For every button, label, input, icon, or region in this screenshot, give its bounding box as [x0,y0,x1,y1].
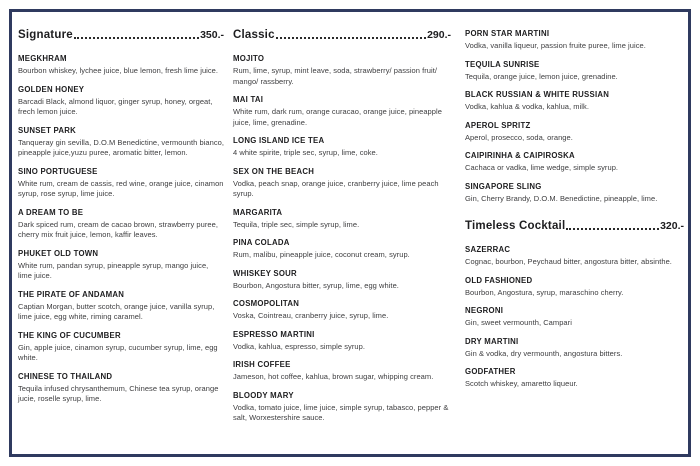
section-header [233,29,451,41]
dot-leader [74,37,199,39]
menu-item-name: MARGARITA [233,207,283,217]
dot-leader [276,37,426,39]
menu-item-name: SEX ON THE BEACH [233,166,315,176]
menu-item [233,238,451,261]
menu-item [18,126,224,159]
section-title: Signature [18,29,73,41]
menu-item-description: Tanqueray gin sevilla, D.O.M Benedictine, vermounth bianco, pineapple juice,yuzu puree, aromatic bitter, lemon. [18,137,224,157]
dot-leader [566,228,659,230]
menu-column-classic [233,29,451,432]
menu-item-name: GODFATHER [465,367,516,376]
menu-item-description: Vodka, kahlua, espresso, simple syrup. [233,341,365,351]
menu-item-name: PHUKET OLD TOWN [18,248,99,258]
menu-item [18,208,224,241]
menu-item [465,151,684,174]
menu-item [465,182,684,205]
menu-item-description: Jameson, hot coffee, kahlua, brown sugar, whipping cream. [233,372,434,381]
menu-item [465,306,684,329]
menu-item-description: Vodka, peach snap, orange juice, cranberry juice, lime peach syrup. [233,178,439,198]
menu-border [9,9,691,457]
menu-item-name: TEQUILA SUNRISE [465,59,540,69]
menu-item-description: Vodka, kahlua & vodka, kahlua, milk. [465,102,589,111]
menu-item [465,29,684,52]
menu-item [18,331,224,364]
menu-item-description: Vodka, tomato juice, lime juice, simple syrup, tabasco, pepper & salt, Worxestershire sauce. [233,402,449,422]
menu-item-description: 4 white spirite, triple sec, syrup, lime, coke. [233,148,378,157]
menu-section [465,220,684,390]
menu-item-description: Gin, apple juice, cinamon syrup, cucumber syrup, lime, egg white. [18,342,218,362]
section-price: 290.- [427,29,451,41]
menu-column-timeless [465,29,684,432]
menu-item-description: Barcadi Black, almond liquor, ginger syrup, honey, orgeat, frech lemon juice. [18,96,213,116]
menu-item-name: APEROL SPRITZ [465,120,531,130]
menu-item [18,372,224,405]
menu-item-name: PORN STAR MARTINI [465,29,550,38]
menu-item [18,167,224,200]
menu-item [465,276,684,299]
menu-item [465,90,684,113]
section-title: Classic [233,29,275,41]
menu-item-name: PINA COLADA [233,238,290,247]
menu-item [233,136,451,159]
menu-item [465,337,684,360]
menu-item [465,367,684,390]
menu-item-description: Gin, sweet vermounth, Campari [465,318,572,327]
menu-item-description: Cachaca or vadka, lime wedge, simple syrup. [465,163,619,172]
menu-item-name: MAI TAI [233,95,264,104]
menu-item [465,121,684,144]
menu-item-description: Bourbon whiskey, lychee juice, blue lemon, fresh lime juice. [18,66,219,75]
menu-item [233,54,451,87]
menu-item-description: Tequila, orange juice, lemon juice, grenadine. [465,71,618,81]
menu-column-signature [18,29,224,432]
section-items [465,29,684,204]
menu-item-name: BLACK RUSSIAN & WHITE RUSSIAN [465,90,610,99]
menu-item [233,208,451,231]
menu-item-description: White rum, cream de cassis, red wine, orange juice, cinamon syrup, rose syrup, lime juice. [18,178,224,198]
menu-item-description: Bourbon, Angostura bitter, syrup, lime, egg white. [233,280,399,290]
menu-item-name: SUNSET PARK [18,125,77,135]
menu-item-name: BLOODY MARY [233,390,294,400]
menu-item-description: Gin, Cherry Brandy, D.O.M. Benedictine, pineapple, lime. [465,193,658,203]
menu-item-name: LONG ISLAND ICE TEA [233,136,325,145]
menu-item-name: MOJITO [233,54,265,63]
menu-section [465,29,684,204]
section-header [18,29,224,41]
menu-item-name: SAZERRAC [465,245,511,254]
menu-item [18,85,224,118]
menu-item [18,290,224,323]
menu-item-name: SINO PORTUGUESE [18,166,98,176]
menu-item-name: NEGRONI [465,306,504,315]
menu-item [465,60,684,83]
menu-item-description: Captian Morgan, butter scotch, orange juice, vanilla syrup, lime juice, egg white, riming caramel. [18,301,215,321]
menu-item [233,95,451,128]
menu-item-description: Scotch whiskey, amaretto liqueur. [465,379,578,388]
menu-item-description: White rum, pandan syrup, pineapple syrup, mango juice, lime juice. [18,260,209,280]
menu-section [18,29,224,405]
section-title: Timeless Cocktail [465,220,566,232]
menu-item-name: OLD FASHIONED [465,275,533,285]
menu-section [233,29,451,424]
menu-item [233,360,451,383]
menu-item [233,167,451,200]
menu-item-description: White rum, dark rum, orange curacao, orange juice, pineapple juice, lime, grenadine. [233,107,442,127]
menu-item-description: Vodka, vanilla liqueur, passion fruite puree, lime juice. [465,41,646,50]
menu-item [18,54,224,77]
menu-item-name: WHISKEY SOUR [233,268,297,278]
menu-item [233,391,451,424]
menu-columns [12,12,688,432]
menu-item-name: ESPRESSO MARTINI [233,329,315,339]
section-items [18,54,224,405]
menu-item-description: Tequila, triple sec, simple syrup, lime. [233,219,360,229]
menu-item-description: Cognac, bourbon, Peychaud bitter, angostura bitter, absinthe. [465,257,672,266]
menu-item [465,245,684,268]
menu-item-name: CAIPIRINHA & CAIPIROSKA [465,151,575,160]
menu-item-name: GOLDEN HONEY [18,84,85,94]
menu-item-description: Aperol, prosecco, soda, orange. [465,132,573,142]
menu-item [233,269,451,292]
menu-item-name: THE KING OF CUCUMBER [18,330,121,340]
section-header [465,220,684,232]
menu-item-description: Bourbon, Angostura, syrup, maraschino cherry. [465,287,624,297]
menu-item-name: IRISH COFFEE [233,360,291,369]
menu-item-name: DRY MARTINI [465,336,519,346]
menu-item-name: CHINESE TO THAILAND [18,371,113,381]
menu-item-description: Dark spiced rum, cream de cacao brown, strawberry puree, cherry mix fruit juice, lemon, kaffir leaves. [18,219,218,239]
menu-item-name: COSMOPOLITAN [233,299,300,308]
menu-item-description: Rum, lime, syrup, mint leave, soda, strawberry/ passion fruit/ mango/ rassberry. [233,66,438,86]
section-items [233,54,451,424]
menu-item-name: MEGKHRAM [18,54,67,63]
menu-item-description: Gin & vodka, dry vermounth, angostura bitters. [465,348,623,358]
section-price: 350.- [200,29,224,41]
menu-item-name: THE PIRATE OF ANDAMAN [18,289,125,299]
menu-item [233,330,451,353]
menu-item-description: Voska, Cointreau, cranberry juice, syrup, lime. [233,311,389,320]
menu-item [18,249,224,282]
menu-item-description: Rum, malibu, pineapple juice, coconut cream, syrup. [233,250,410,259]
menu-item-name: SINGAPORE SLING [465,181,542,191]
menu-item [233,299,451,322]
section-price: 320.- [660,220,684,232]
menu-item-description: Tequila infused chrysanthemum, Chinese tea syrup, orange jucie, roselle syrup, lime. [18,383,219,403]
section-items [465,245,684,390]
menu-item-name: A DREAM TO BE [18,207,84,217]
